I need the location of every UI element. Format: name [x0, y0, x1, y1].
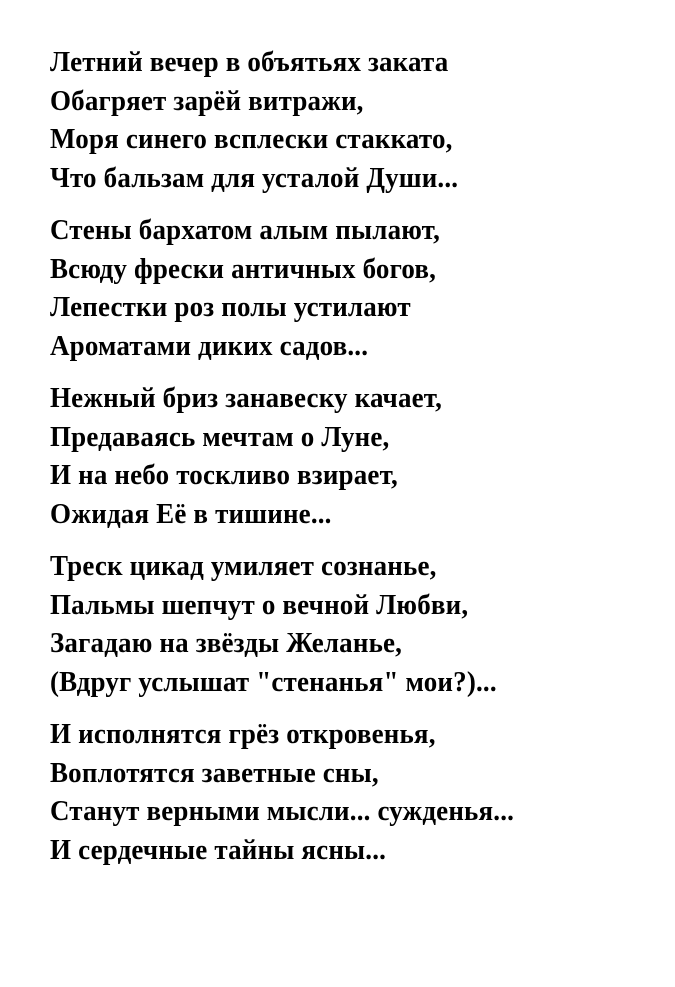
- poem-line: Лепестки роз полы устилают: [50, 291, 411, 323]
- poem-line: Предаваясь мечтам о Луне,: [50, 420, 390, 453]
- poem-line: Что бальзам для усталой Души...: [50, 161, 459, 194]
- poem-text: [50, 43, 617, 869]
- poem-line: Пальмы шепчут о вечной Любви,: [50, 588, 469, 621]
- poem-line: Воплотятся заветные сны,: [50, 756, 379, 789]
- poem-line: И на небо тоскливо взирает,: [50, 459, 398, 491]
- stanza-3: [50, 379, 617, 533]
- stanza-4: [50, 547, 617, 701]
- poem-line: Моря синего всплески стаккато,: [50, 123, 453, 155]
- poem-line: (Вдруг услышат "стенанья" мои?)...: [50, 665, 497, 698]
- poem-line: И сердечные тайны ясны...: [50, 833, 387, 866]
- poem-line: Нежный бриз занавеску качает,: [50, 382, 443, 414]
- poem-line: Ожидая Её в тишине...: [50, 497, 332, 530]
- stanza-2: [50, 211, 617, 365]
- poem-line: Треск цикад умиляет сознанье,: [50, 550, 437, 582]
- poem-line: И исполнятся грёз откровенья,: [50, 718, 436, 750]
- poem-line: Стены бархатом алым пылают,: [50, 214, 441, 246]
- poem-line: Ароматами диких садов...: [50, 329, 369, 362]
- poem-line: Летний вечер в объятьях заката: [50, 46, 449, 78]
- stanza-5: [50, 715, 617, 869]
- poem-line: Обагряет зарёй витражи,: [50, 84, 364, 117]
- poem-line: Всюду фрески античных богов,: [50, 252, 437, 285]
- poem-line: Станут верными мысли... сужденья...: [50, 795, 515, 827]
- poem-line: Загадаю на звёзды Желанье,: [50, 627, 403, 659]
- stanza-1: [50, 43, 617, 197]
